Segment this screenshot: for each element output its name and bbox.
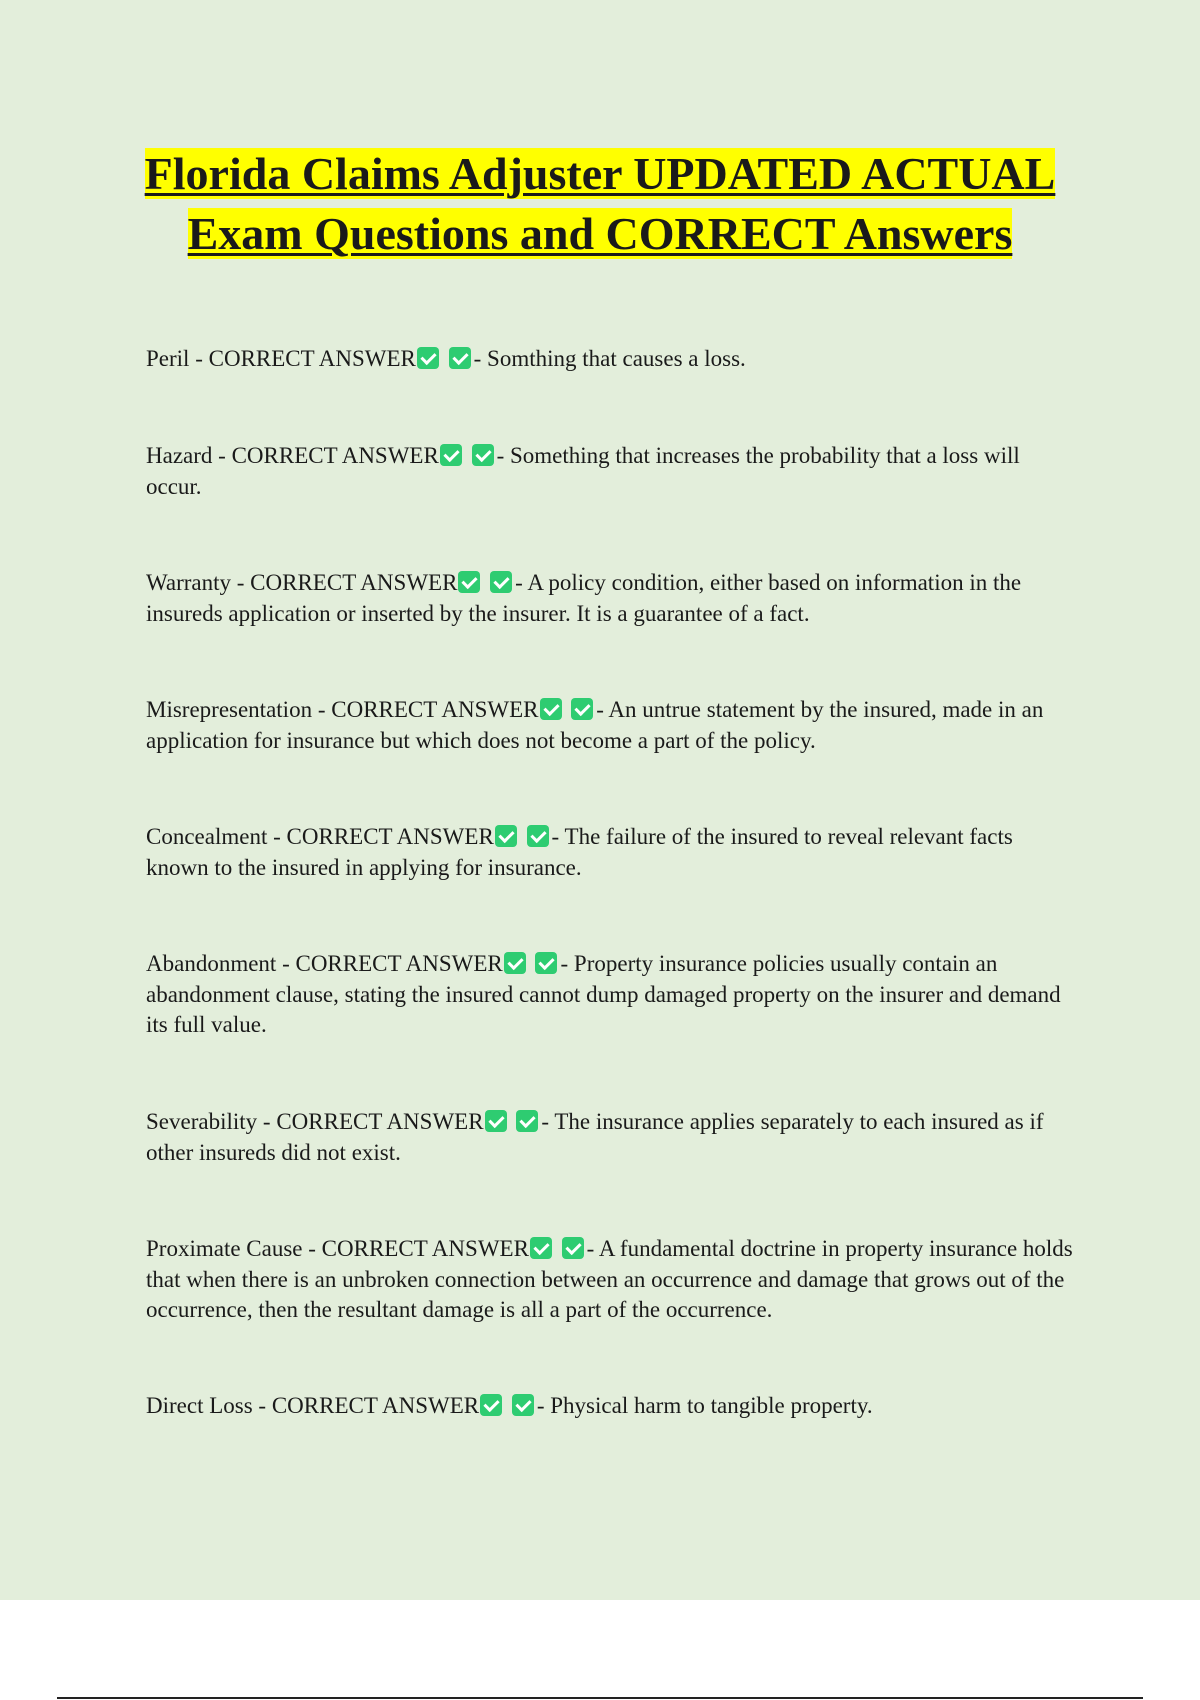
check-icon (535, 952, 557, 974)
check-icon (504, 952, 526, 974)
check-icon (458, 571, 480, 593)
qa-item-warranty: Warranty - CORRECT ANSWER - A policy condition, either based on information in the insureds application or inserted by the insurer. It is a guarantee of a fact. (146, 570, 1022, 626)
check-icon (417, 347, 439, 369)
qa-marker: CORRECT ANSWER (331, 697, 539, 722)
qa-marker: CORRECT ANSWER (295, 951, 503, 976)
check-icon (472, 444, 494, 466)
qa-term: Misrepresentation (146, 697, 313, 722)
qa-definition: Something that increases the probability that a loss will occur. (146, 443, 1020, 499)
qa-marker: CORRECT ANSWER (276, 1109, 484, 1134)
check-icon (480, 1394, 502, 1416)
check-icon (527, 825, 549, 847)
check-icon (571, 698, 593, 720)
qa-item-peril: Peril - CORRECT ANSWER - Somthing that causes a loss. (146, 346, 746, 371)
qa-definition: Physical harm to tangible property. (550, 1393, 873, 1418)
qa-definition: An untrue statement by the insured, made in an application for insurance but which does not become a part of the policy. (146, 697, 1044, 753)
qa-item-proximate-cause: Proximate Cause - CORRECT ANSWER - A fundamental doctrine in property insurance holds that when there is an unbroken connection between an occurrence and damage that grows out of the occurrence, then the resultant damage is all a part of the occurrence. (146, 1236, 1073, 1322)
qa-definition: Somthing that causes a loss. (487, 346, 746, 371)
qa-definition: Property insurance policies usually contain an abandonment clause, stating the insured cannot dump damaged property on the insurer and demand its full value. (146, 951, 1061, 1037)
qa-item-concealment: Concealment - CORRECT ANSWER - The failure of the insured to reveal relevant facts known to the insured in applying for insurance. (146, 824, 1013, 880)
qa-marker: CORRECT ANSWER (286, 824, 494, 849)
qa-term: Abandonment (146, 951, 277, 976)
qa-term: Peril (146, 346, 190, 371)
qa-definition: The failure of the insured to reveal relevant facts known to the insured in applying for insurance. (146, 824, 1013, 880)
qa-marker: CORRECT ANSWER (321, 1236, 529, 1261)
qa-item-severability: Severability - CORRECT ANSWER - The insurance applies separately to each insured as if other insureds did not exist. (146, 1109, 1044, 1165)
check-icon (540, 698, 562, 720)
qa-item-misrepresentation: Misrepresentation - CORRECT ANSWER - An untrue statement by the insured, made in an application for insurance but which does not become a part of the policy. (146, 697, 1044, 753)
footer-rule (57, 1697, 1143, 1699)
check-icon (490, 571, 512, 593)
qa-marker: CORRECT ANSWER (231, 443, 439, 468)
qa-definition: The insurance applies separately to each insured as if other insureds did not exist. (146, 1109, 1044, 1165)
document-title: Florida Claims Adjuster UPDATED ACTUAL Exam Questions and CORRECT Answers (144, 148, 1056, 259)
qa-item-hazard: Hazard - CORRECT ANSWER - Something that increases the probability that a loss will occur. (146, 443, 1020, 499)
qa-term: Severability (146, 1109, 258, 1134)
check-icon (449, 347, 471, 369)
check-icon (440, 444, 462, 466)
qa-marker: CORRECT ANSWER (271, 1393, 480, 1418)
qa-item-abandonment: Abandonment - CORRECT ANSWER - Property insurance policies usually contain an abandonment clause, stating the insured cannot dump damaged property on the insurer and demand its full value. (146, 951, 1061, 1037)
check-icon (562, 1237, 584, 1259)
qa-marker: CORRECT ANSWER (208, 346, 416, 371)
check-icon (530, 1237, 552, 1259)
title-block (100, 144, 1100, 264)
qa-item-direct-loss: Direct Loss - CORRECT ANSWER - Physical harm to tangible property. (146, 1393, 873, 1418)
qa-term: Hazard (146, 443, 213, 468)
qa-definition: A policy condition, either based on information in the insureds application or inserted by the insurer. It is a guarantee of a fact. (146, 570, 1022, 626)
qa-term: Direct Loss (146, 1393, 253, 1418)
qa-marker: CORRECT ANSWER (250, 570, 458, 595)
qa-term: Concealment (146, 824, 268, 849)
check-icon (485, 1110, 507, 1132)
check-icon (495, 825, 517, 847)
qa-term: Proximate Cause (146, 1236, 303, 1261)
check-icon (516, 1110, 538, 1132)
qa-term: Warranty (146, 570, 231, 595)
check-icon (512, 1394, 534, 1416)
qa-definition: A fundamental doctrine in property insurance holds that when there is an unbroken connection between an occurrence and damage that grows out of the occurrence, then the resultant damage is all a part of the occurrence. (146, 1236, 1073, 1322)
